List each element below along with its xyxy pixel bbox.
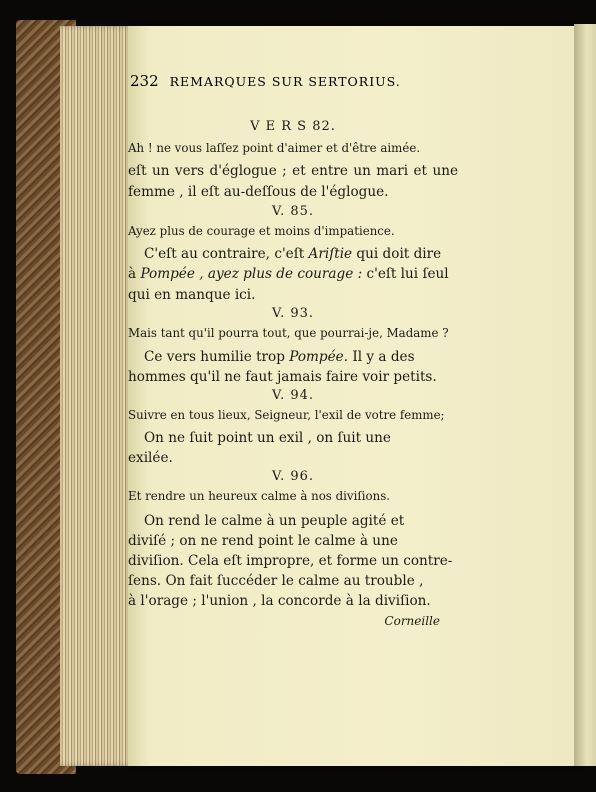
facing-page-edge xyxy=(574,24,596,766)
italic-name: Ariſtie xyxy=(308,246,353,262)
commentary-line: diviſion. Cela eſt impropre, et forme un contre- xyxy=(128,553,453,569)
verse-quote: Suivre en tous lieux, Seigneur, l'exil de votre femme; xyxy=(128,408,445,422)
page-number: 232 xyxy=(130,72,159,90)
commentary-line: à l'orage ; l'union , la concorde à la diviſion. xyxy=(128,593,431,609)
verse-quote: Ah ! ne vous laſſez point d'aimer et d'être aimée. xyxy=(128,141,421,155)
text-span: à xyxy=(128,266,141,282)
commentary-line: hommes qu'il ne faut jamais faire voir petits. xyxy=(128,369,437,385)
verse-heading: V. 85. xyxy=(271,204,315,219)
commentary-line xyxy=(128,266,449,282)
commentary-line: femme , il eſt au-deſſous de l'églogue. xyxy=(128,184,389,200)
italic-name: Pompée. xyxy=(289,349,349,365)
verse-heading: V. 94. xyxy=(271,388,315,403)
text-span: qui doit dire xyxy=(352,246,442,262)
text-span: C'eſt au contraire, c'eſt xyxy=(144,246,309,262)
text-span: Il y a des xyxy=(348,349,415,365)
commentary-line: qui en manque ici. xyxy=(128,287,256,303)
verse-heading: V. 96. xyxy=(271,469,315,484)
verse-quote: Mais tant qu'il pourra tout, que pourrai-je, Madame ? xyxy=(128,326,449,340)
commentary-line xyxy=(144,246,458,262)
running-header xyxy=(130,72,460,90)
verse-quote: Ayez plus de courage et moins d'impatience. xyxy=(128,224,395,238)
commentary-line: diviſé ; on ne rend point le calme à une xyxy=(128,533,398,549)
verse-quote: Et rendre un heureux calme à nos diviſions. xyxy=(128,489,391,503)
commentary-line xyxy=(144,349,415,365)
commentary-line: eſt un vers d'églogue ; et entre un mari et une xyxy=(128,163,458,179)
commentary-line: On rend le calme à un peuple agité et xyxy=(144,513,405,529)
text-span: Ce vers humilie trop xyxy=(144,349,290,365)
commentary-line: On ne ſuit point un exil , on ſuit une xyxy=(144,430,391,446)
running-title: REMARQUES SUR SERTORIUS. xyxy=(169,74,401,89)
text-span: c'eſt lui ſeul xyxy=(362,266,449,282)
verse-heading: V E R S 82. xyxy=(250,119,336,134)
verse-heading: V. 93. xyxy=(271,306,315,321)
commentary-line: exilée. xyxy=(128,450,173,466)
italic-phrase: Pompée , ayez plus de courage : xyxy=(140,266,363,282)
catchword: Corneille xyxy=(384,614,440,628)
commentary-line: ſens. On fait ſuccéder le calme au trouble , xyxy=(128,573,424,589)
